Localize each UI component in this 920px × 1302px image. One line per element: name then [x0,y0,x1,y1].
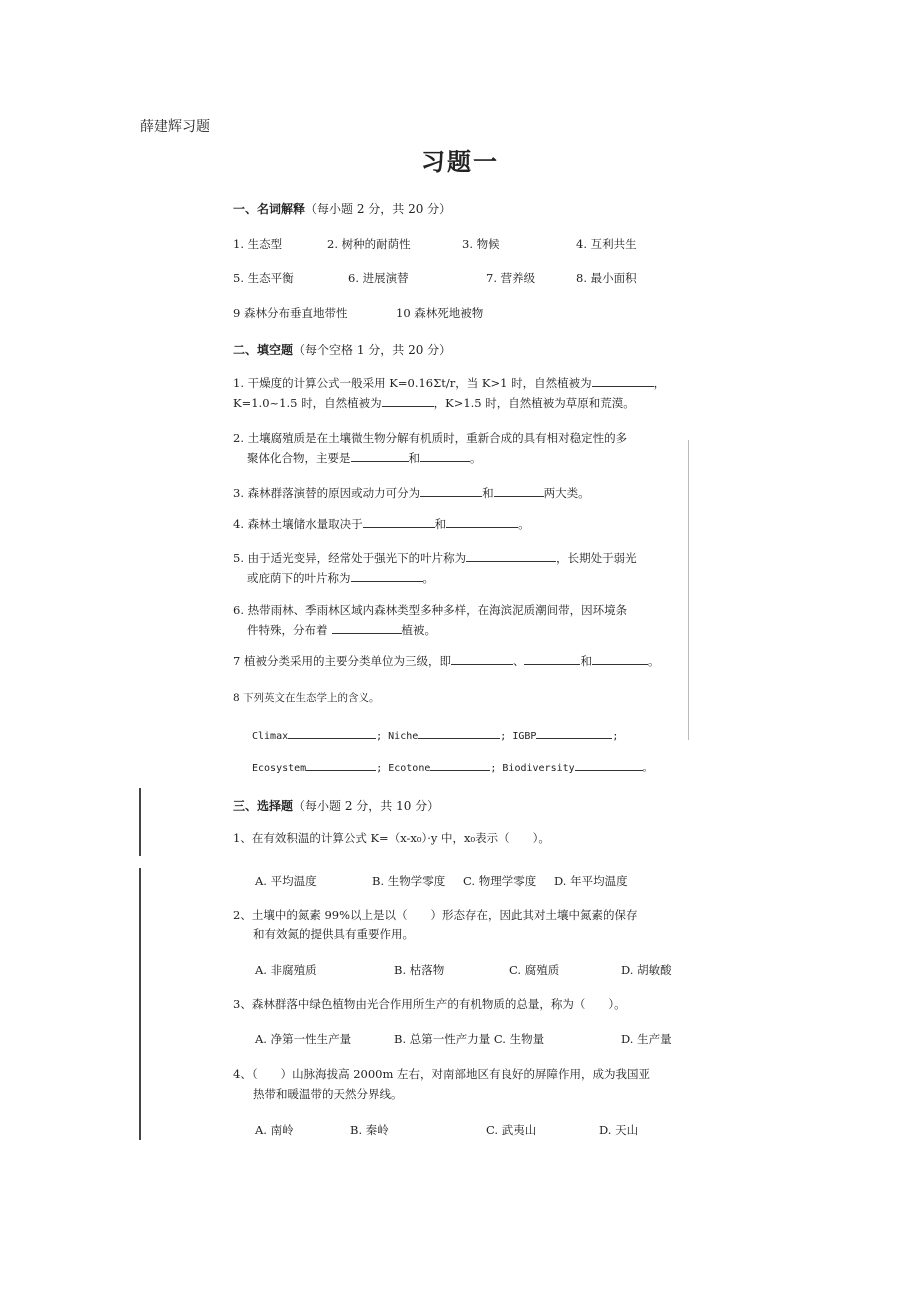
option-4b[interactable]: B. 秦岭 [350,1123,389,1137]
choice-question-4-line1: 4、（ ）山脉海拔高 2000m 左右，对南部地区有良好的屏障作用，成为我国亚 [233,1067,651,1081]
term-5: 5. 生态平衡 [233,271,294,285]
fill-text: 和 [482,486,494,500]
term-niche: ; Niche [376,731,419,742]
fill-question-5-line2 [233,570,434,586]
option-4d[interactable]: D. 天山 [599,1123,639,1137]
fill-text: 4. 森林土壤储水量取决于 [233,517,363,531]
answer-blank[interactable] [446,516,518,528]
fill-question-8: 8 下列英文在生态学上的含义。 [233,692,380,704]
fill-question-6-line2 [233,622,436,638]
fill-text: ， [653,376,666,390]
fill-text: 件特殊，分布着 [247,623,328,637]
choice-question-3: 3、森林群落中绿色植物由光合作用所生产的有机物质的总量，称为（ ）。 [233,997,626,1011]
section3-heading [233,797,439,814]
section2-title: 二、填空题 [233,343,294,357]
fill-question-2-line1: 2. 土壤腐殖质是在土壤微生物分解有机质时，重新合成的具有相对稳定性的多 [233,431,628,445]
fill-text: ，K>1.5 时，自然植被为草原和荒漠。 [433,396,635,410]
option-3d[interactable]: D. 生产量 [621,1032,672,1046]
answer-blank[interactable] [351,450,409,462]
answer-blank[interactable] [575,759,643,771]
term-2: 2. 树种的耐荫性 [327,237,411,251]
answer-blank[interactable] [592,375,654,387]
section1-note: （每小题 2 分，共 20 分） [305,202,452,216]
answer-blank[interactable] [536,727,612,739]
fill-text: 和 [434,517,447,531]
answer-blank[interactable] [363,516,435,528]
answer-blank[interactable] [420,485,482,497]
fill-question-5-line1 [233,550,637,566]
fill-question-1-line2 [233,395,635,411]
answer-blank[interactable] [420,450,470,462]
left-margin-bar [139,868,141,1140]
term-climax: Climax [252,731,289,742]
option-2c[interactable]: C. 腐殖质 [509,963,560,977]
term-igbp: ; IGBP [500,731,537,742]
option-2d[interactable]: D. 胡敏酸 [621,963,672,977]
fill-text: 聚体化合物，主要是 [247,451,351,465]
option-2b[interactable]: B. 枯落物 [394,963,445,977]
fill-text: 5. 由于适光变异，经常处于强光下的叶片称为 [233,551,467,565]
answer-blank[interactable] [592,653,648,665]
right-margin-line [688,440,689,740]
author-label: 薛建辉习题 [140,119,210,135]
term-10: 10 森林死地被物 [396,306,484,320]
fill-question-4 [233,516,530,532]
option-4a[interactable]: A. 南岭 [255,1123,294,1137]
section1-title: 一、名词解释 [233,202,306,216]
fill-text: 。 [422,571,434,585]
term-end: 。 [642,763,653,774]
choice-question-2-line2: 和有效氮的提供具有重要作用。 [253,927,414,941]
answer-blank[interactable] [430,759,490,771]
option-1d[interactable]: D. 年平均温度 [554,874,628,888]
option-4c[interactable]: C. 武夷山 [486,1123,537,1137]
fill-text: 3. 森林群落演替的原因或动力可分为 [233,486,421,500]
term-ecosystem: Ecosystem [252,763,307,774]
term-biodiversity: ; Biodiversity [490,763,575,774]
choice-question-1: 1、在有效积温的计算公式 K=（x-x₀）·y 中，x₀表示（ ）。 [233,831,550,845]
english-terms-line1 [252,727,618,742]
term-4: 4. 互利共生 [576,237,637,251]
answer-blank[interactable] [351,570,423,582]
option-2a[interactable]: A. 非腐殖质 [255,963,317,977]
fill-text: 和 [408,451,420,465]
answer-blank[interactable] [494,485,544,497]
fill-text: 或庇荫下的叶片称为 [247,571,351,585]
term-separator: ; [612,731,619,742]
fill-text: ，长期处于弱光 [556,551,637,565]
fill-text: 7 植被分类采用的主要分类单位为三级，即 [233,654,451,668]
fill-question-2-line2 [233,450,482,466]
fill-text: K=1.0~1.5 时，自然植被为 [233,396,382,410]
answer-blank[interactable] [382,395,434,407]
answer-blank[interactable] [332,622,402,634]
fill-text: 。 [647,654,660,668]
answer-blank[interactable] [466,550,556,562]
answer-blank[interactable] [306,759,376,771]
answer-blank[interactable] [524,653,580,665]
fill-text: 1. 干燥度的计算公式一般采用 K=0.16Σt/r，当 K>1 时，自然植被为 [233,376,592,390]
fill-text: 两大类。 [543,486,590,500]
section2-note: （每个空格 1 分，共 20 分） [293,343,452,357]
section3-title: 三、选择题 [233,799,294,813]
option-1c[interactable]: C. 物理学零度 [463,874,537,888]
fill-question-1-line1 [233,375,665,391]
section3-note: （每小题 2 分，共 10 分） [293,799,440,813]
fill-text: 和 [580,654,592,668]
choice-question-2-line1: 2、土壤中的氮素 99%以上是以（ ）形态存在，因此其对土壤中氮素的保存 [233,908,638,922]
fill-question-6-line1: 6. 热带雨林、季雨林区域内森林类型多种多样，在海滨泥质潮间带，因环境条 [233,603,628,617]
answer-blank[interactable] [451,653,513,665]
fill-text: 。 [518,517,530,531]
answer-blank[interactable] [418,727,500,739]
fill-question-7 [233,653,659,669]
term-8: 8. 最小面积 [576,271,637,285]
choice-question-4-line2: 热带和暖温带的天然分界线。 [253,1087,403,1101]
term-7: 7. 营养级 [486,271,536,285]
fill-text: 。 [470,451,482,465]
term-6: 6. 进展演替 [348,271,409,285]
section2-heading [233,341,451,358]
left-margin-bar [139,788,141,856]
option-1b[interactable]: B. 生物学零度 [372,874,446,888]
option-1a[interactable]: A. 平均温度 [255,874,317,888]
page-title: 习题一 [421,148,499,176]
english-terms-line2 [252,759,653,774]
answer-blank[interactable] [288,727,376,739]
fill-text: 植被。 [401,623,436,637]
option-3a[interactable]: A. 净第一性生产量 [255,1032,352,1046]
option-3bc[interactable]: B. 总第一性产力量 C. 生物量 [394,1032,545,1046]
fill-text: 、 [512,654,525,668]
fill-question-3 [233,485,590,501]
term-3: 3. 物候 [462,237,500,251]
term-9: 9 森林分布垂直地带性 [233,306,348,320]
term-ecotone: ; Ecotone [376,763,431,774]
section1-heading [233,200,451,217]
term-1: 1. 生态型 [233,237,283,251]
